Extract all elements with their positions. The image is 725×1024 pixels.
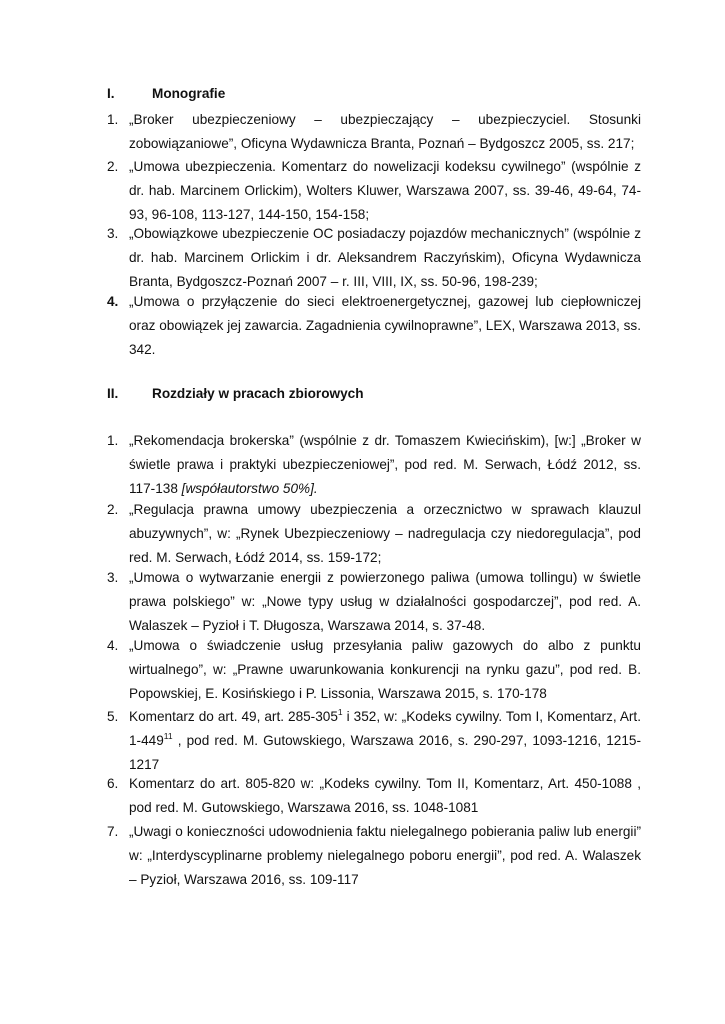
section-number: II. (107, 386, 119, 401)
item-text: „Umowa o przyłączenie do sieci elektroenergetycznej, gazowej lub ciepłowniczej oraz obowiązek jej zawarcia. Zagadnienia cywilnoprawne”, LEX, Warszawa 2013, ss. 342. (129, 294, 641, 357)
item-text: Komentarz do art. 805-820 w: „Kodeks cywilny. Tom II, Komentarz, Art. 450-1088 , pod red. M. Gutowskiego, Warszawa 2016, ss. 1048-1081 (129, 776, 641, 815)
item-text: „Umowa o świadczenie usług przesyłania paliw gazowych do albo z punktu wirtualnego”, w: „Prawne uwarunkowania konkurencji na rynku gazu”, pod red. B. Popowskiej, E. Kosińskiego i P. Lissonia, Warszawa 2015, s. 170-178 (129, 638, 641, 701)
item-text: „Umowa ubezpieczenia. Komentarz do nowelizacji kodeksu cywilnego” (wspólnie z dr. hab. Marcinem Orlickim), Wolters Kluwer, Warszawa 2007, ss. 39-46, 49-64, 74-93, 96-108, 113-127, 144-150, 154-158; (129, 159, 641, 222)
item-number: 7. (107, 824, 119, 839)
item-text: „Broker ubezpieczeniowy – ubezpieczający – ubezpieczyciel. Stosunki zobowiązaniowe”, Oficyna Wydawnicza Branta, Poznań – Bydgoszcz 2005, ss. 217; (129, 112, 641, 151)
item-number: 2. (107, 159, 119, 174)
list-item (107, 429, 641, 500)
list-item (107, 705, 641, 776)
list-item (107, 498, 641, 569)
item-text: „Uwagi o konieczności udowodnienia faktu nielegalnego pobierania paliw lub energii” w: „Interdyscyplinarne problemy nielegalnego poboru energii”, pod red. A. Walaszek – Pyzioł, Warszawa 2016, ss. 109-117 (129, 824, 641, 887)
list-item (107, 566, 641, 637)
item-number: 4. (107, 638, 119, 653)
item-text: „Rekomendacja brokerska” (wspólnie z dr. Tomaszem Kwiecińskim), [w:] „Broker w świetle prawa i praktyki ubezpieczeniowej”, pod red. M. Serwach, Łódź 2012, ss. 117-138 [współautorstwo 50%]. (129, 433, 641, 496)
list-item (107, 108, 641, 156)
section-heading-rozdzialy (107, 385, 364, 403)
list-item (107, 222, 641, 293)
section-number: I. (107, 86, 115, 101)
coauthorship-note: [współautorstwo 50%]. (181, 480, 318, 496)
item-text: „Obowiązkowe ubezpieczenie OC posiadaczy pojazdów mechanicznych” (wspólnie z dr. hab. Marcinem Orlickim i dr. Aleksandrem Raczyńskim), Oficyna Wydawnicza Branta, Bydgoszcz-Poznań 2007 – r. III, VIII, IX, ss. 50-96, 198-239; (129, 226, 641, 289)
section-title: Monografie (152, 86, 226, 101)
item-text: „Regulacja prawna umowy ubezpieczenia a orzecznictwo w sprawach klauzul abuzywnych”, w: „Rynek Ubezpieczeniowy – nadregulacja czy niedoregulacja”, pod red. M. Serwach, Łódź 2014, ss. 159-172; (129, 502, 641, 565)
item-number: 6. (107, 776, 119, 791)
item-number: 1. (107, 112, 119, 127)
list-item (107, 634, 641, 705)
item-text: Komentarz do art. 49, art. $285-305^1$ i 352, w: „Kodeks cywilny. Tom I, Komentarz, Art. $1-449^{11}$ , pod red. M. Gutowskiego, Warszawa 2016, s. 290-297, 1093-1216, 1215-1217 (129, 707, 641, 772)
item-number: 5. (107, 709, 119, 724)
item-text: „Umowa o wytwarzanie energii z powierzonego paliwa (umowa tollingu) w świetle prawa polskiego” w: „Nowe typy usług w działalności gospodarczej”, pod red. A. Walaszek – Pyzioł i T. Długosza, Warszawa 2014, s. 37-48. (129, 570, 641, 633)
footnote-marker: 1 (337, 707, 343, 717)
item-number: 3. (107, 570, 119, 585)
item-number: 4. (107, 294, 119, 309)
list-item (107, 290, 641, 361)
list-item (107, 155, 641, 226)
section-title: Rozdziały w pracach zbiorowych (152, 386, 364, 401)
list-item (107, 820, 641, 891)
list-item (107, 772, 641, 820)
item-number: 1. (107, 433, 119, 448)
item-number: 2. (107, 502, 119, 517)
item-number: 3. (107, 226, 119, 241)
section-heading-monografie (107, 85, 225, 103)
footnote-marker: 11 (163, 730, 173, 741)
